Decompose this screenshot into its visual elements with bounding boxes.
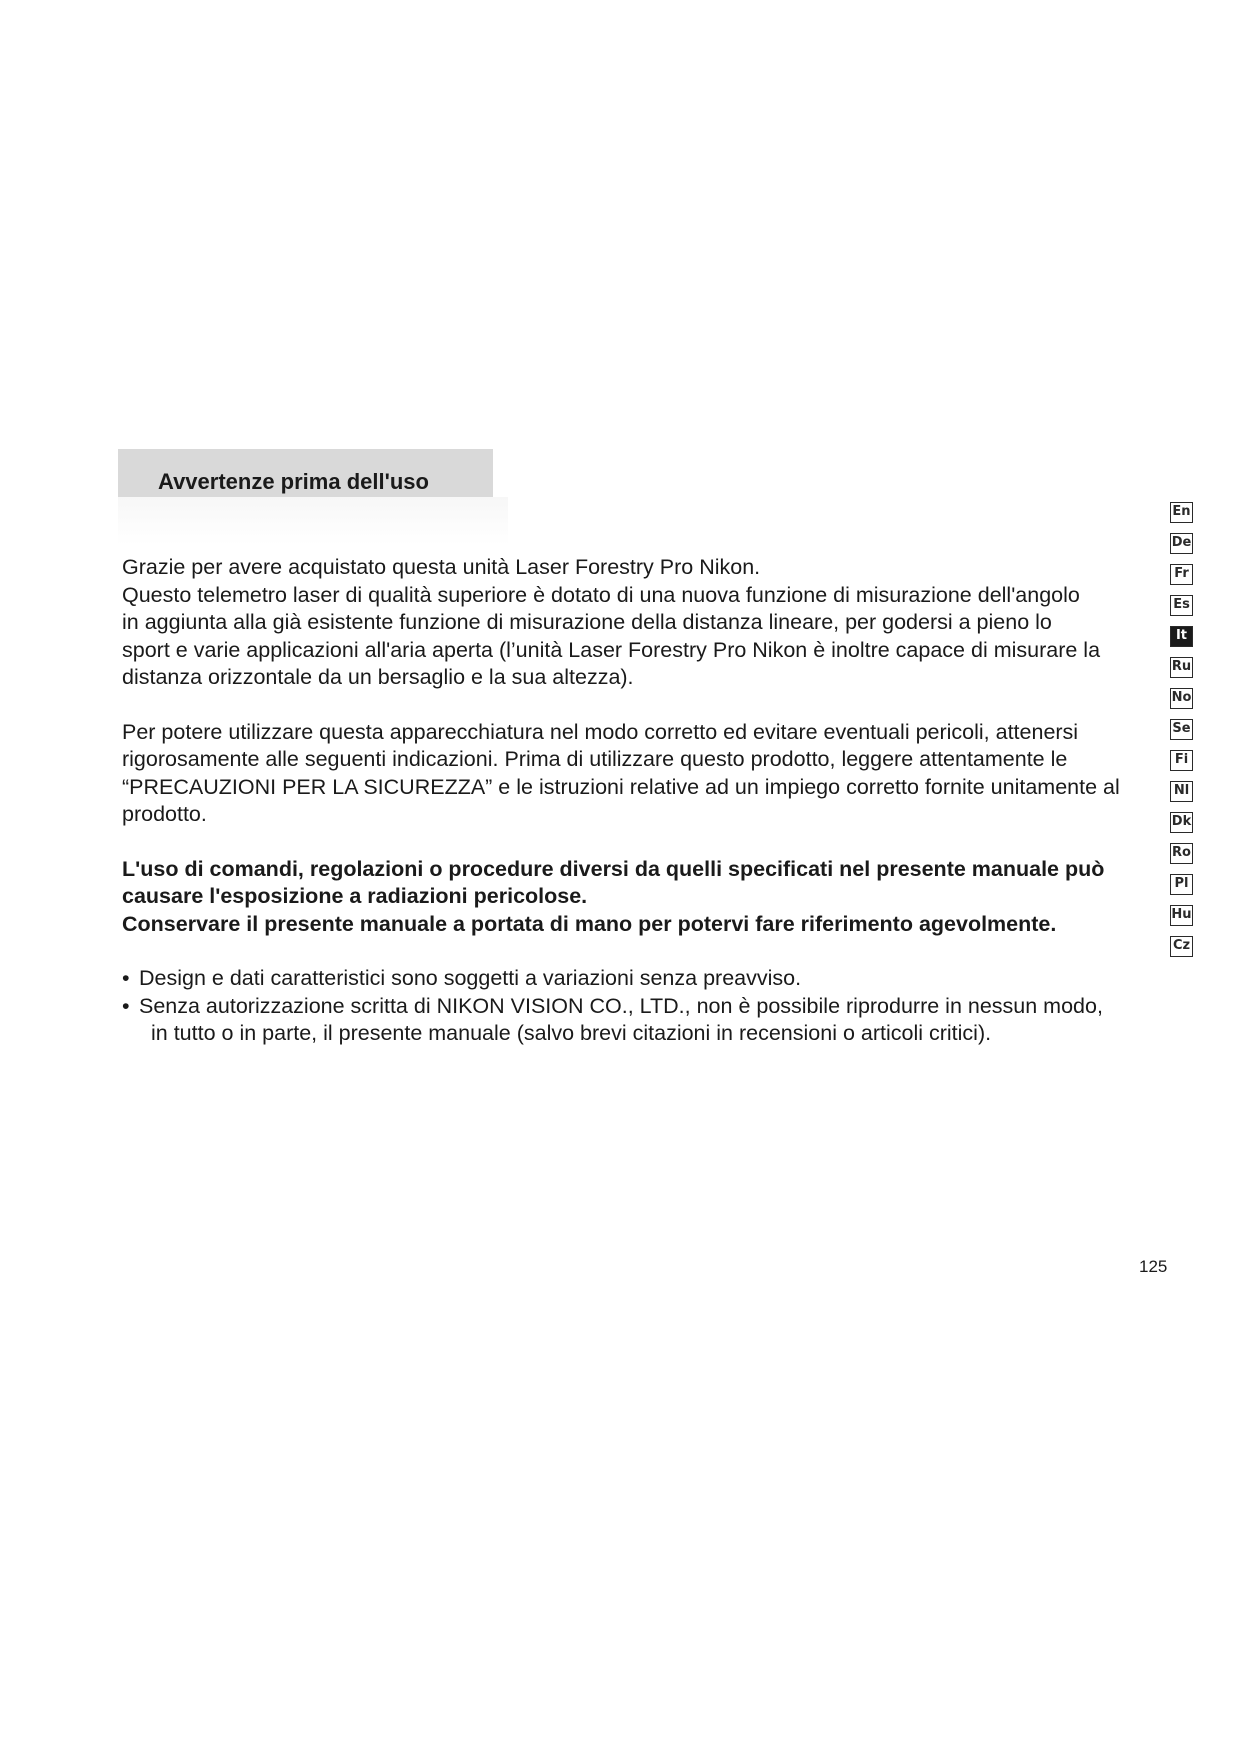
usage-line: prodotto.	[122, 802, 207, 826]
note-line: in tutto o in parte, il presente manuale (salvo brevi citazioni in recensioni o articoli critici).	[151, 1021, 992, 1045]
note-line: Design e dati caratteristici sono soggetti a variazioni senza preavviso.	[139, 966, 802, 990]
heading-shadow	[118, 497, 508, 545]
warning-paragraph	[122, 856, 1172, 939]
language-tab-fi[interactable]: Fi	[1170, 750, 1193, 771]
intro-line: Grazie per avere acquistato questa unità Laser Forestry Pro Nikon.	[122, 555, 761, 579]
list-item	[122, 993, 1172, 1048]
language-tab-nl[interactable]: Nl	[1170, 781, 1193, 802]
intro-line: sport e varie applicazioni all'aria aperta (l’unità Laser Forestry Pro Nikon è inoltre capace di misurare la	[122, 637, 1101, 662]
section-heading-box	[118, 449, 493, 497]
page-number: 125	[1139, 1257, 1168, 1276]
intro-line: Questo telemetro laser di qualità superiore è dotato di una nuova funzione di misurazione dell'angolo	[122, 582, 1080, 607]
language-tabs	[1170, 502, 1196, 967]
language-tab-se[interactable]: Se	[1170, 719, 1193, 740]
language-tab-no[interactable]: No	[1170, 688, 1193, 709]
list-item	[122, 965, 1172, 993]
language-tab-it[interactable]: It	[1170, 626, 1193, 647]
bullet-icon: •	[122, 966, 130, 990]
note-line: Senza autorizzazione scritta di NIKON VISION CO., LTD., non è possibile riprodurre in nessun modo,	[139, 993, 1103, 1018]
bullet-icon: •	[122, 993, 130, 1018]
language-tab-en[interactable]: En	[1170, 502, 1193, 523]
intro-line: in aggiunta alla già esistente funzione di misurazione della distanza lineare, per godersi a pieno lo	[122, 610, 1052, 634]
usage-paragraph	[122, 719, 1172, 829]
usage-line: rigorosamente alle seguenti indicazioni. Prima di utilizzare questo prodotto, leggere attentamente le	[122, 747, 1068, 771]
warning-line: L'uso di comandi, regolazioni o procedure diversi da quelli specificati nel presente manuale può	[122, 856, 1105, 881]
usage-line: Per potere utilizzare questa apparecchiatura nel modo corretto ed evitare eventuali pericoli, attenersi	[122, 719, 1079, 744]
warning-line: Conservare il presente manuale a portata di mano per potervi fare riferimento agevolmente.	[122, 911, 1057, 936]
language-tab-ru[interactable]: Ru	[1170, 657, 1193, 678]
usage-line: “PRECAUZIONI PER LA SICUREZZA” e le istruzioni relative ad un impiego corretto fornite unitamente al	[122, 774, 1120, 799]
notes-list	[122, 965, 1172, 1048]
section-heading: Avvertenze prima dell'uso	[158, 469, 429, 494]
language-tab-ro[interactable]: Ro	[1170, 843, 1193, 864]
language-tab-dk[interactable]: Dk	[1170, 812, 1193, 833]
language-tab-hu[interactable]: Hu	[1170, 905, 1193, 926]
language-tab-pl[interactable]: Pl	[1170, 874, 1193, 895]
intro-paragraph	[122, 554, 1172, 692]
language-tab-es[interactable]: Es	[1170, 595, 1193, 616]
main-content	[122, 554, 1172, 1048]
warning-line: causare l'esposizione a radiazioni pericolose.	[122, 884, 588, 908]
language-tab-fr[interactable]: Fr	[1170, 564, 1193, 585]
language-tab-cz[interactable]: Cz	[1170, 936, 1193, 957]
language-tab-de[interactable]: De	[1170, 533, 1193, 554]
intro-line: distanza orizzontale da un bersaglio e la sua altezza).	[122, 665, 634, 689]
